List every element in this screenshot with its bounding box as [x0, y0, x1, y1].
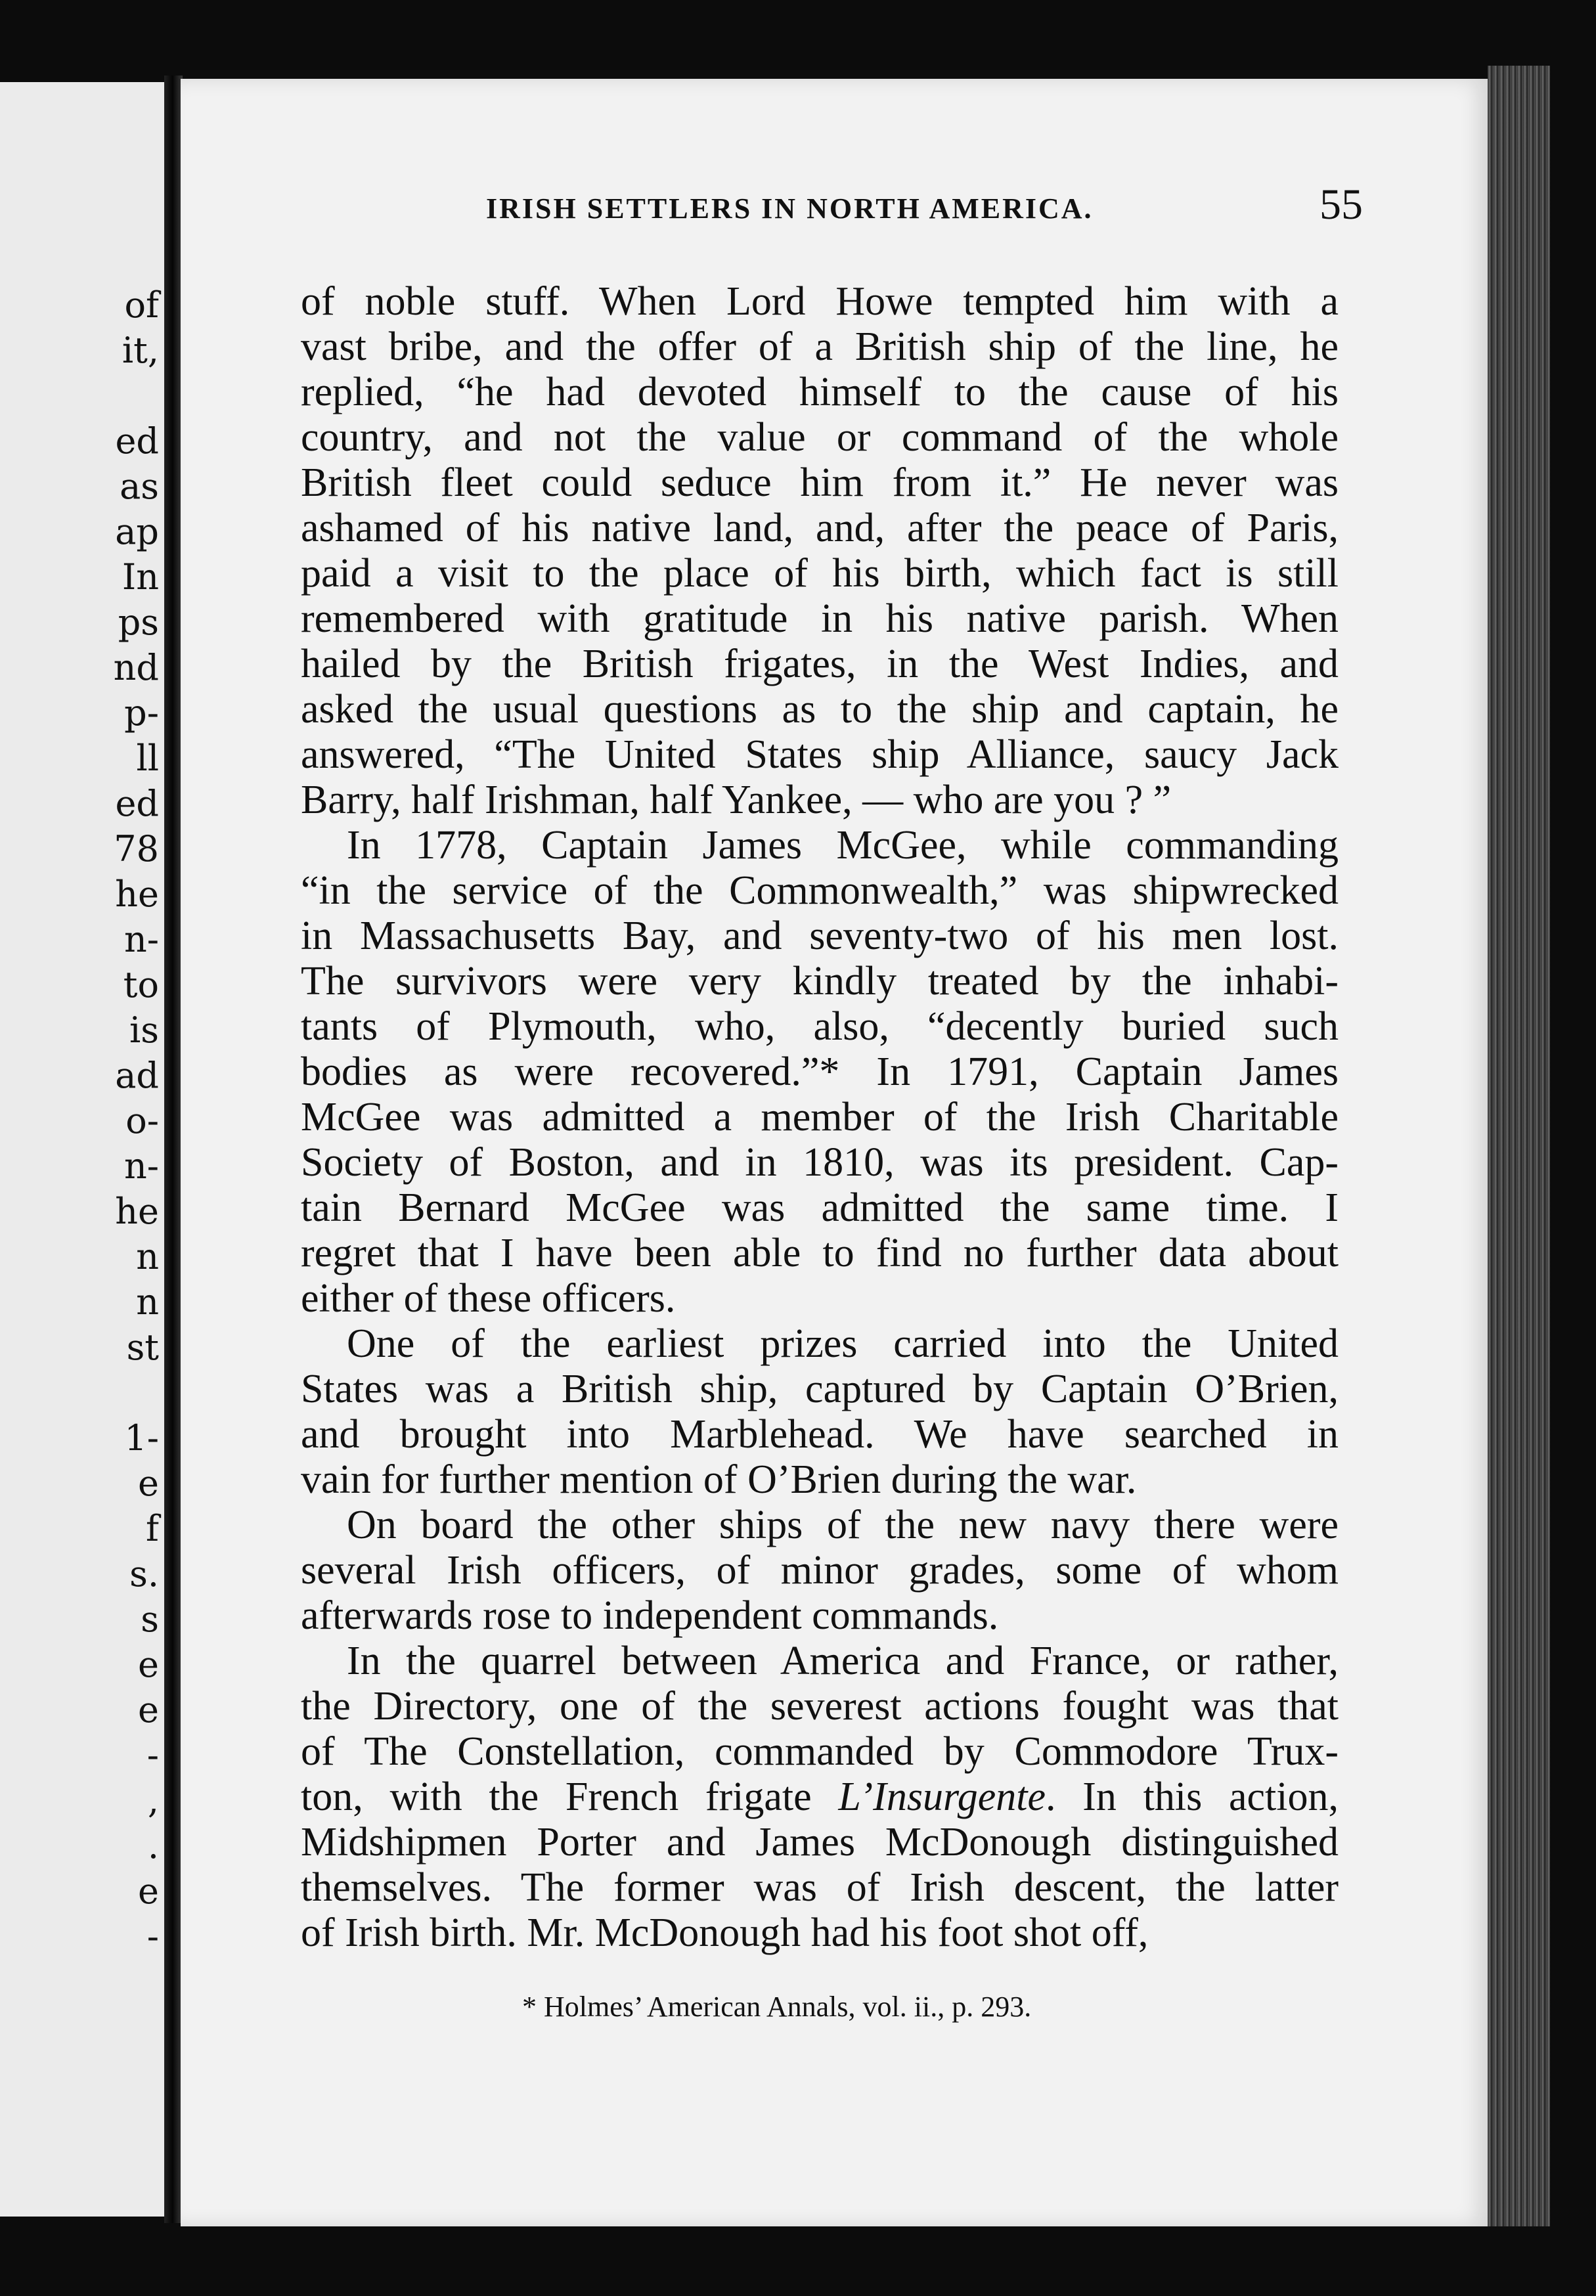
left-fragment-line: ad	[115, 1055, 159, 1096]
left-fragment-line: is	[129, 1009, 159, 1051]
left-fragment-line: s	[141, 1599, 159, 1640]
left-fragment-line: he	[115, 1191, 159, 1232]
left-fragment-line: it,	[122, 330, 159, 371]
left-fragment-line: f	[146, 1508, 159, 1549]
left-fragment-line: nd	[113, 647, 159, 688]
left-page-fragment	[0, 82, 167, 2217]
ship-name-italic: L’Insurgente	[838, 1775, 1046, 1819]
page-number: 55	[1319, 181, 1363, 229]
page-edges	[1488, 66, 1550, 2226]
left-fragment-line	[0, 1370, 164, 1415]
text-line: Midshipmen Porter and James McDonough distinguished	[301, 1820, 1339, 1865]
left-fragment-line: n	[136, 1281, 159, 1323]
left-fragment-line: 1-	[124, 1417, 159, 1459]
text-line: the Directory, one of the severest actions fought was that	[301, 1684, 1339, 1729]
text-line: and brought into Marblehead. We have searched in	[301, 1412, 1339, 1457]
text-line: either of these officers.	[301, 1276, 676, 1321]
left-fragment-line: n-	[123, 1145, 159, 1187]
left-fragment-line: he	[115, 873, 159, 915]
text-line: ashamed of his native land, and, after the peace of Paris,	[301, 506, 1339, 550]
left-fragment-line	[0, 373, 164, 418]
left-fragment-line: ed	[115, 783, 159, 824]
left-fragment-line: o-	[125, 1100, 159, 1141]
text-line: replied, “he had devoted himself to the cause of his	[301, 370, 1339, 414]
running-title: IRISH SETTLERS IN NORTH AMERICA.	[486, 192, 1094, 225]
text-line: hailed by the British frigates, in the West Indies, and	[301, 642, 1339, 686]
text-line: Barry, half Irishman, half Yankee, — who are you ? ”	[301, 778, 1172, 822]
left-fragment-line	[0, 1959, 164, 2004]
text-line: vast bribe, and the offer of a British ship of the line, he	[301, 324, 1339, 369]
left-fragment-line: ,	[147, 1780, 159, 1821]
text-line: One of the earliest prizes carried into the United	[347, 1321, 1339, 1366]
left-fragment-line: n	[136, 1236, 159, 1277]
text-line: bodies as were recovered.”* In 1791, Captain James	[301, 1049, 1339, 1094]
left-fragment-line: ed	[115, 420, 159, 462]
left-fragment-line: -	[146, 1916, 159, 1957]
left-fragment-line: 78	[114, 828, 159, 870]
text-line: answered, “The United States ship Alliance, saucy Jack	[301, 732, 1339, 777]
text-line: asked the usual questions as to the ship and captain, he	[301, 687, 1339, 732]
text-line: In the quarrel between America and France, or rather,	[347, 1639, 1339, 1683]
text-line: The survivors were very kindly treated by the inhabi-	[301, 959, 1339, 1004]
page-header	[289, 177, 1363, 250]
text-line: States was a British ship, captured by Captain O’Brien,	[301, 1367, 1339, 1411]
body-text	[301, 279, 1339, 1956]
text-line: of noble stuff. When Lord Howe tempted him with a	[301, 279, 1339, 324]
left-fragment-line	[0, 2050, 164, 2095]
left-fragment-line: ps	[118, 602, 159, 643]
left-fragment-line: e	[138, 1463, 159, 1504]
text-line: remembered with gratitude in his native parish. When	[301, 596, 1339, 641]
text-line: On board the other ships of the new navy there were	[347, 1503, 1339, 1547]
text-line: of Irish birth. Mr. McDonough had his foot shot off,	[301, 1910, 1149, 1955]
left-page-text-fragments	[0, 282, 164, 2095]
text-line: regret that I have been able to find no further data about	[301, 1231, 1339, 1275]
left-fragment-line: .	[147, 1825, 159, 1866]
text-line: “in the service of the Commonwealth,” was shipwrecked	[301, 868, 1339, 913]
text-line: tants of Plymouth, who, also, “decently buried such	[301, 1004, 1339, 1049]
text-line: themselves. The former was of Irish descent, the latter	[301, 1865, 1339, 1910]
text-line: British fleet could seduce him from it.” He never was	[301, 460, 1339, 505]
left-fragment-line: as	[120, 466, 159, 507]
left-fragment-line: ap	[115, 511, 159, 552]
text-line: afterwards rose to independent commands.	[301, 1593, 999, 1638]
text-line: tain Bernard McGee was admitted the same time. I	[301, 1185, 1339, 1230]
text-line: in Massachusetts Bay, and seventy-two of his men lost.	[301, 914, 1339, 958]
left-fragment-line: ll	[136, 738, 159, 779]
text-line: In 1778, Captain James McGee, while commanding	[347, 823, 1339, 868]
left-fragment-line: of	[124, 284, 159, 326]
text-line: vain for further mention of O’Brien during the war.	[301, 1457, 1137, 1502]
left-fragment-line: to	[123, 964, 159, 1005]
text-line: Society of Boston, and in 1810, was its president. Cap-	[301, 1140, 1339, 1185]
left-fragment-line: e	[138, 1870, 159, 1912]
left-fragment-line: n-	[123, 919, 159, 960]
footnote: * Holmes’ American Annals, vol. ii., p. 293.	[522, 1991, 1032, 2023]
left-fragment-line: -	[146, 1734, 159, 1776]
left-fragment-line: p-	[124, 692, 159, 734]
left-fragment-line: s.	[129, 1553, 159, 1595]
text-line: paid a visit to the place of his birth, which fact is still	[301, 551, 1339, 596]
book-gutter	[164, 76, 183, 2223]
left-fragment-line: st	[126, 1327, 159, 1368]
text-line: ton, with the French frigate L’Insurgente. In this action,	[301, 1775, 1339, 1819]
text-line: several Irish officers, of minor grades, some of whom	[301, 1548, 1339, 1593]
left-fragment-line: In	[122, 556, 159, 598]
left-fragment-line: e	[138, 1689, 159, 1731]
left-fragment-line: e	[138, 1644, 159, 1685]
left-fragment-line	[0, 2004, 164, 2050]
text-line: of The Constellation, commanded by Commodore Trux-	[301, 1729, 1339, 1774]
text-line: McGee was admitted a member of the Irish Charitable	[301, 1095, 1339, 1139]
text-line: country, and not the value or command of the whole	[301, 415, 1339, 460]
